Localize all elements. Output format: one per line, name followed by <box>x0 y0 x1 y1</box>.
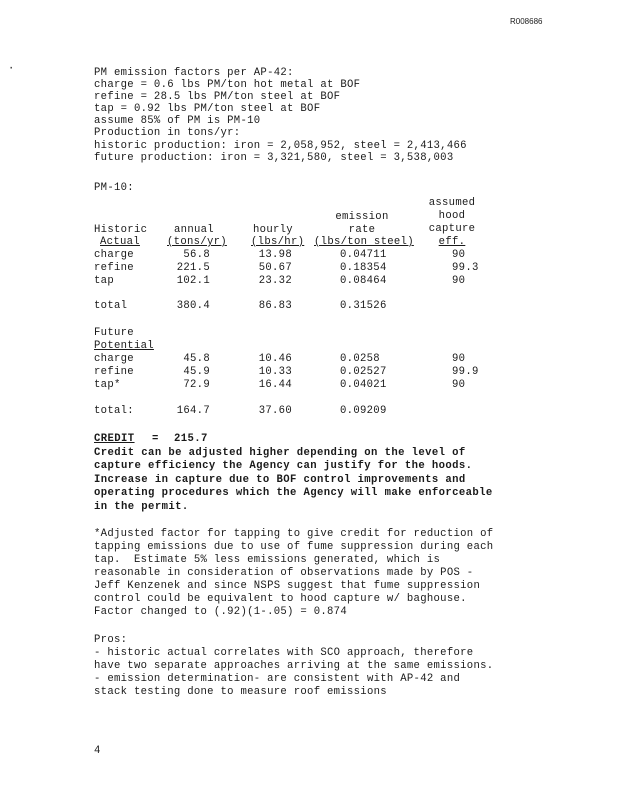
col-header-rate: rate <box>348 224 376 236</box>
total-annual: 380.4 <box>176 300 210 312</box>
table-cell-annual: 102.1 <box>176 275 210 287</box>
total-annual: 164.7 <box>176 405 210 417</box>
table-cell-rate: 0.04711 <box>340 249 387 261</box>
table-cell-rate: 0.04021 <box>340 379 387 391</box>
header-line: assume 85% of PM is PM-10 <box>94 115 261 127</box>
adjusted-note-line: control could be equivalent to hood capture w/ baghouse. <box>94 593 467 605</box>
table-row-name: charge <box>94 353 134 365</box>
pros-line: stack testing done to measure roof emissions <box>94 686 387 698</box>
table-cell-annual: 45.9 <box>183 366 210 378</box>
header-line: PM emission factors per AP-42: <box>94 67 294 79</box>
col-header-emission: emission <box>335 211 389 223</box>
total-hourly: 86.83 <box>258 300 292 312</box>
col-header-annual: annual <box>174 224 214 236</box>
credit-note-line: capture efficiency the Agency can justify for the hoods. <box>94 460 473 472</box>
credit-note-line: Credit can be adjusted higher depending on the level of <box>94 447 466 459</box>
col-header-hourly: hourly <box>253 224 293 236</box>
total-hourly: 37.60 <box>258 405 292 417</box>
table-cell-hourly: 23.32 <box>258 275 292 287</box>
table-cell-rate: 0.02527 <box>340 366 387 378</box>
header-line: historic production: iron = 2,058,952, steel = 2,413,466 <box>94 140 467 152</box>
table-cell-hourly: 50.67 <box>258 262 292 274</box>
table-row-name: tap <box>94 275 114 287</box>
table-cell-annual: 72.9 <box>183 379 210 391</box>
page-number: 4 <box>94 745 101 757</box>
table-cell-rate: 0.08464 <box>340 275 387 287</box>
pros-line: have two separate approaches arriving at the same emissions. <box>94 660 494 672</box>
table-cell-eff: 99.3 <box>452 262 479 274</box>
table-row-name: tap* <box>94 379 121 391</box>
table-cell-hourly: 10.46 <box>258 353 292 365</box>
table-row-name: refine <box>94 262 134 274</box>
total-rate: 0.31526 <box>340 300 387 312</box>
adjusted-note-line: tapping emissions due to use of fume suppression during each <box>94 541 494 553</box>
total-label: total: <box>94 405 134 417</box>
adjusted-note-line: tap. Estimate 5% less emissions generated, which is <box>94 554 441 566</box>
credit-note-line: in the permit. <box>94 501 189 513</box>
col-header-eff: eff. <box>438 236 466 248</box>
table-cell-eff: 90 <box>452 379 466 391</box>
credit-value: 215.7 <box>174 433 208 445</box>
stray-mark: · <box>8 63 15 75</box>
total-rate: 0.09209 <box>340 405 387 417</box>
col-header-actual: Actual <box>100 236 140 248</box>
header-line: Production in tons/yr: <box>94 127 241 139</box>
credit-label: CREDIT <box>94 433 135 445</box>
credit-equals: = <box>152 433 159 445</box>
table-cell-rate: 0.18354 <box>340 262 387 274</box>
table-cell-hourly: 16.44 <box>258 379 292 391</box>
table-row-name: refine <box>94 366 134 378</box>
table-cell-annual: 56.8 <box>183 249 210 261</box>
credit-note-line: Increase in capture due to BOF control improvements and <box>94 474 466 486</box>
col-header-capture: assumed <box>428 197 476 209</box>
table-cell-eff: 90 <box>452 249 466 261</box>
header-line: tap = 0.92 lbs PM/ton steel at BOF <box>94 103 321 115</box>
header-line: charge = 0.6 lbs PM/ton hot metal at BOF <box>94 79 361 91</box>
potential-label: Potential <box>94 340 154 352</box>
col-header-capture: hood <box>438 210 466 222</box>
table-row-name: charge <box>94 249 134 261</box>
col-header-tons: (tons/yr) <box>167 236 227 248</box>
header-line: future production: iron = 3,321,580, steel = 3,538,003 <box>94 152 454 164</box>
adjusted-note-line: Jeff Kenzenek and since NSPS suggest that fume suppression <box>94 580 481 592</box>
col-header-historic: Historic <box>94 224 148 236</box>
adjusted-note-line: reasonable in consideration of observations made by POS - <box>94 567 474 579</box>
col-header-capture: capture <box>428 223 476 235</box>
table-cell-annual: 221.5 <box>176 262 210 274</box>
pm10-label: PM-10: <box>94 182 134 194</box>
table-cell-eff: 90 <box>452 353 466 365</box>
col-header-lbs-ton: (lbs/ton steel) <box>314 236 414 248</box>
header-line: refine = 28.5 lbs PM/ton steel at BOF <box>94 91 341 103</box>
pros-line: - historic actual correlates with SCO approach, therefore <box>94 647 474 659</box>
credit-note-line: operating procedures which the Agency will make enforceable <box>94 487 493 499</box>
pros-label: Pros: <box>94 634 128 646</box>
adjusted-note-line: *Adjusted factor for tapping to give credit for reduction of <box>94 528 494 540</box>
table-cell-eff: 90 <box>452 275 466 287</box>
table-cell-eff: 99.9 <box>452 366 479 378</box>
col-header-lbs-hr: (lbs/hr) <box>251 236 305 248</box>
total-label: total <box>94 300 128 312</box>
table-cell-annual: 45.8 <box>183 353 210 365</box>
future-label: Future <box>94 327 134 339</box>
pros-line: - emission determination- are consistent with AP-42 and <box>94 673 461 685</box>
document-id: R008686 <box>510 17 543 26</box>
adjusted-note-line: Factor changed to (.92)(1-.05) = 0.874 <box>94 606 347 618</box>
table-cell-rate: 0.0258 <box>340 353 380 365</box>
table-cell-hourly: 13.98 <box>258 249 292 261</box>
table-cell-hourly: 10.33 <box>258 366 292 378</box>
